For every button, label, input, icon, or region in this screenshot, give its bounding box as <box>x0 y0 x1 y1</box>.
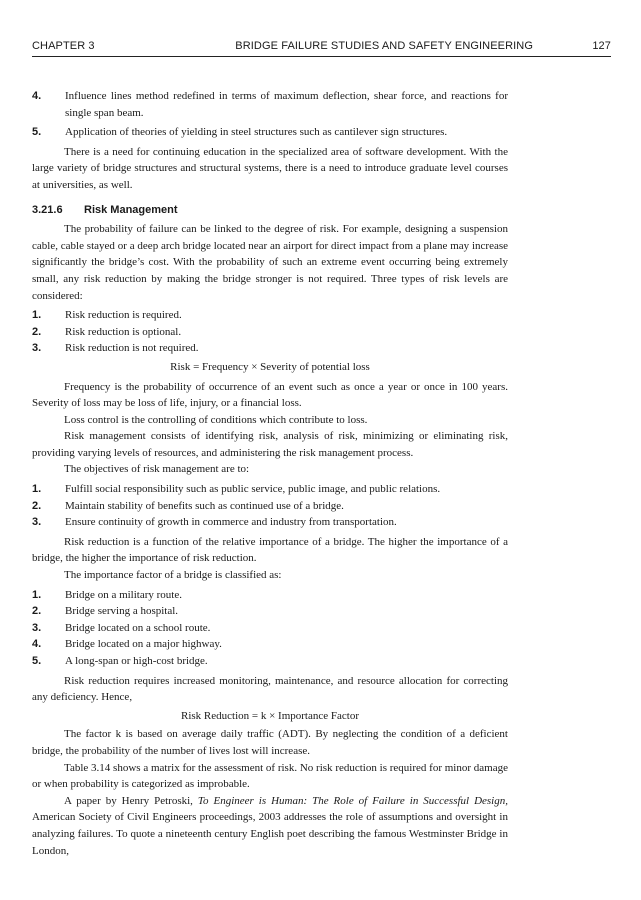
list-text: Ensure continuity of growth in commerce and industry from transportation. <box>65 516 397 529</box>
list-number: 5. <box>32 126 42 139</box>
list-item <box>32 587 508 604</box>
list-text: Fulfill social responsibility such as public service, public image, and public relations. <box>65 483 441 496</box>
header-chapter: CHAPTER 3 <box>32 40 95 52</box>
paragraph-frequency: Frequency is the probability of occurrence of an event such as once a year or once in 100 years. Severity of loss may be loss of life, injury, or a financial loss. <box>32 380 508 410</box>
list-number: 3. <box>32 621 42 634</box>
paragraph-factor-k: The factor k is based on average daily traffic (ADT). By neglecting the condition of a deficient bridge, the probability of the number of lives lost will increase. <box>32 728 508 757</box>
list-item <box>32 498 508 515</box>
equation-risk-reduction: Risk Reduction = k × Importance Factor <box>181 709 359 722</box>
list-item <box>32 514 508 531</box>
list-item <box>32 620 508 637</box>
list-text: A long-span or high-cost bridge. <box>65 655 208 667</box>
section-heading <box>32 202 508 219</box>
paragraph-loss-control: Loss control is the controlling of conditions which contribute to loss. <box>64 413 368 426</box>
running-header <box>32 38 611 57</box>
header-title: BRIDGE FAILURE STUDIES AND SAFETY ENGINEERING <box>235 40 533 52</box>
list-item <box>32 307 508 324</box>
list-text: Bridge located on a school route. <box>65 621 211 634</box>
list-text: Bridge located on a major highway. <box>65 638 222 651</box>
petroski-intro: A paper by Henry Petroski, <box>64 794 198 807</box>
paragraph-education: There is a need for continuing education in the specialized area of software development. With the large variety of bridge structures and structural systems, there is a need to introduce graduate level courses at universities, as well. <box>32 145 508 191</box>
list-item <box>32 324 508 341</box>
petroski-title: To Engineer is Human: The Role of Failure in Successful Design, <box>197 794 508 807</box>
paragraph-risk-reduction: Risk reduction is a function of the relative importance of a bridge. The higher the importance of a bridge, the higher the importance of risk reduction. <box>32 535 508 565</box>
list-item <box>32 653 508 670</box>
list-text: Application of theories of yielding in steel structures such as cantilever sign structures. <box>65 126 448 139</box>
paragraph-importance-factor: The importance factor of a bridge is classified as: <box>64 569 282 582</box>
petroski-rest: American Society of Civil Engineers proceedings, 2003 addresses the role of assumptions and oversight in analyzing failures. To quote a nineteenth century English poet describing the famous Westminster Bridge in London, <box>32 811 508 857</box>
paragraph-risk-management: Risk management consists of identifying risk, analysis of risk, minimizing or eliminating risk, providing varying levels of resources, and administering the risk management process. <box>32 430 508 459</box>
list-number: 5. <box>32 655 42 667</box>
paragraph-monitoring: Risk reduction requires increased monitoring, maintenance, and resource allocation for correcting any deficiency. Hence, <box>32 674 508 704</box>
list-text: Bridge serving a hospital. <box>65 605 179 618</box>
list-number: 3. <box>32 342 42 355</box>
list-item <box>32 603 508 620</box>
list-number: 1. <box>32 483 42 496</box>
list-number: 2. <box>32 499 42 512</box>
list-text: Risk reduction is not required. <box>65 342 199 355</box>
list-text: Bridge on a military route. <box>65 588 182 601</box>
paragraph-table-reference: Table 3.14 shows a matrix for the assessment of risk. No risk reduction is required for minor damage or when probability is categorized as improbable. <box>32 761 508 791</box>
paragraph-probability: The probability of failure can be linked to the degree of risk. For example, designing a suspension cable, cable stayed or a deep arch bridge located near an airport for direct impact from a plane may increase significantly the bridge’s cost. With the probability of such an extreme event occurring being extremely small, any risk reduction by making the bridge stronger is not required. Three types of risk levels are considered: <box>32 223 508 302</box>
list-text: Influence lines method redefined in terms of maximum deflection, shear force, and reactions for single span beam. <box>65 90 508 119</box>
section-number: 3.21.6 <box>32 203 63 216</box>
paragraph-petroski <box>32 793 508 859</box>
equation-risk: Risk = Frequency × Severity of potential loss <box>170 360 370 373</box>
list-item <box>32 88 508 121</box>
list-number: 4. <box>32 90 42 102</box>
list-item <box>32 636 508 653</box>
list-item <box>32 340 508 357</box>
header-page-number: 127 <box>592 40 611 52</box>
list-item <box>32 124 508 141</box>
list-number: 4. <box>32 638 42 651</box>
list-item <box>32 481 508 498</box>
list-number: 2. <box>32 325 42 338</box>
list-text: Risk reduction is optional. <box>65 325 182 338</box>
paragraph-objectives: The objectives of risk management are to: <box>64 463 250 476</box>
list-number: 1. <box>32 309 42 322</box>
section-title: Risk Management <box>84 203 178 216</box>
list-text: Maintain stability of benefits such as continued use of a bridge. <box>65 499 344 512</box>
list-number: 3. <box>32 516 42 529</box>
page-body <box>32 88 508 859</box>
list-number: 2. <box>32 605 42 618</box>
list-text: Risk reduction is required. <box>65 309 182 322</box>
list-number: 1. <box>32 588 42 601</box>
